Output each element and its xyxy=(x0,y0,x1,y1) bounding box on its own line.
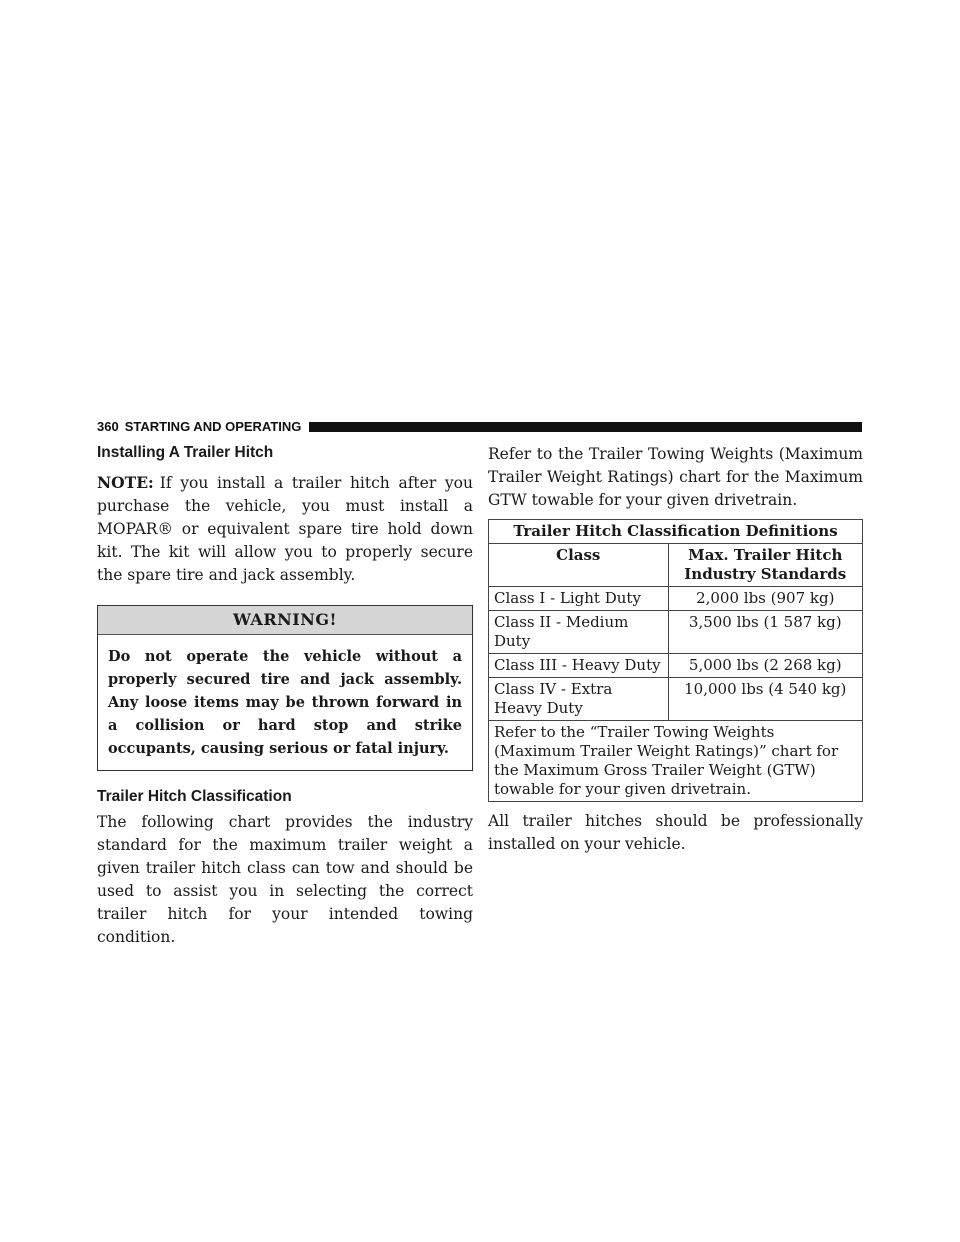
header-rule xyxy=(309,422,862,432)
hitch-classification-table xyxy=(488,519,863,802)
left-column xyxy=(97,443,473,949)
warning-title: WARNING! xyxy=(98,606,472,635)
page-header xyxy=(97,418,862,436)
intro-paragraph: Refer to the Trailer Towing Weights (Maximum Trailer Weight Ratings) chart for the Maximum GTW towable for your given drivetrain. xyxy=(488,445,863,509)
weight-cell: 3,500 lbs (1 587 kg) xyxy=(668,611,862,654)
weight-cell: 2,000 lbs (907 kg) xyxy=(668,587,862,611)
table-footnote: Refer to the “Trailer Towing Weights (Maximum Trailer Weight Ratings)” chart for the Maximum Gross Trailer Weight (GTW) towable for your given drivetrain. xyxy=(489,721,863,802)
class-cell: Class I - Light Duty xyxy=(489,587,669,611)
table-header-max-weight: Max. Trailer Hitch Industry Standards xyxy=(668,544,862,587)
closing-paragraph: All trailer hitches should be professionally installed on your vehicle. xyxy=(488,812,863,853)
table-caption: Trailer Hitch Classification Definitions xyxy=(489,520,863,544)
table-row xyxy=(489,654,863,678)
table-row xyxy=(489,587,863,611)
class-cell: Class IV - Extra Heavy Duty xyxy=(489,678,669,721)
heading-installing-hitch: Installing A Trailer Hitch xyxy=(97,444,274,461)
classification-paragraph: The following chart provides the industry standard for the maximum trailer weight a given trailer hitch class can tow and should be used to assist you in selecting the correct trailer hitch for your intended towing condition. xyxy=(97,813,473,946)
note-paragraph xyxy=(97,471,473,587)
class-cell: Class II - Medium Duty xyxy=(489,611,669,654)
heading-hitch-classification: Trailer Hitch Classification xyxy=(97,788,292,805)
section-title: STARTING AND OPERATING xyxy=(124,419,302,434)
note-label: NOTE: xyxy=(97,473,154,492)
warning-box xyxy=(97,605,473,771)
table-row xyxy=(489,611,863,654)
note-text: If you install a trailer hitch after you purchase the vehicle, you must install a MOPAR® or equivalent spare tire hold down kit. The kit will allow you to properly secure the spare tire and jack assembly. xyxy=(97,474,473,584)
class-cell: Class III - Heavy Duty xyxy=(489,654,669,678)
table-header-class: Class xyxy=(489,544,669,587)
weight-cell: 10,000 lbs (4 540 kg) xyxy=(668,678,862,721)
right-column xyxy=(488,443,863,856)
page-number: 360 xyxy=(97,419,119,434)
weight-cell: 5,000 lbs (2 268 kg) xyxy=(668,654,862,678)
warning-text: Do not operate the vehicle without a properly secured tire and jack assembly. Any loose items may be thrown forward in a collision or hard stop and strike occupants, causing serious or fatal injury. xyxy=(108,648,462,757)
table-row xyxy=(489,678,863,721)
